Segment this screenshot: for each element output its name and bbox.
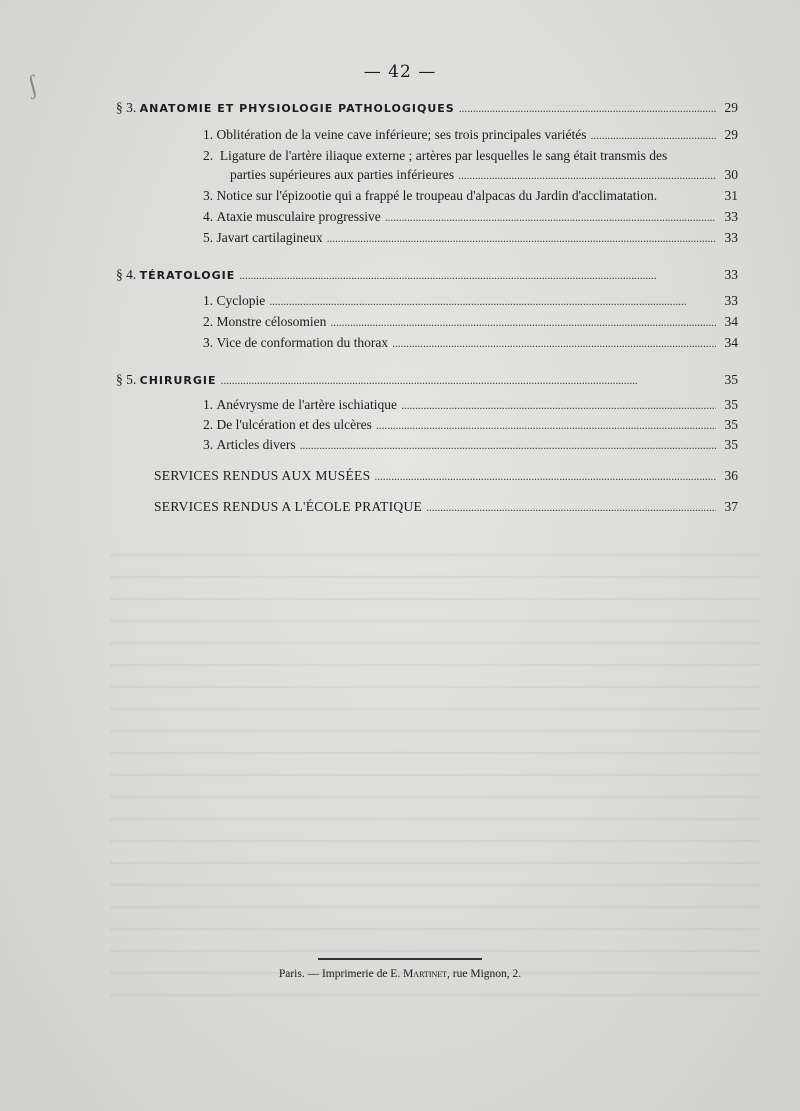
entry-number: 1. — [203, 293, 214, 308]
toc-entry — [203, 187, 738, 205]
entry-number: 2. — [203, 148, 214, 163]
entry-title: Cyclopie — [216, 293, 266, 308]
toc-entry — [203, 147, 667, 165]
entry-page: 34 — [724, 335, 738, 350]
entry-title: Monstre célosomien — [216, 314, 327, 329]
imprint-rule — [318, 958, 482, 960]
entry-page: 37 — [724, 499, 738, 514]
section-3-page: 29 — [724, 100, 738, 115]
toc-entry — [203, 436, 738, 454]
leader-dots — [392, 334, 716, 352]
section-4-title: TÉRATOLOGIE — [139, 269, 236, 282]
entry-title: SERVICES RENDUS AUX MUSÉES — [154, 468, 371, 483]
leader-dots — [590, 126, 716, 144]
section-5-label: § 5. — [116, 372, 137, 387]
toc-entry — [203, 396, 738, 414]
leader-dots — [459, 99, 716, 117]
entry-page: 29 — [724, 127, 738, 142]
entry-title: Ataxie musculaire progressive — [216, 209, 381, 224]
entry-title: Javart cartilagineux — [216, 230, 323, 245]
entry-number: 1. — [203, 127, 214, 142]
pencil-mark: ʃ — [24, 69, 41, 100]
section-5-heading — [116, 371, 738, 390]
leader-dots — [458, 166, 716, 184]
imprint-printer: Martinet — [403, 968, 448, 980]
entry-number: 2. — [203, 417, 214, 432]
leader-dots — [269, 292, 716, 310]
entry-title: Vice de conformation du thorax — [216, 335, 389, 350]
leader-dots — [374, 467, 716, 485]
entry-number: 3. — [203, 437, 214, 452]
entry-page: 36 — [724, 468, 738, 483]
entry-number: 3. — [203, 188, 214, 203]
section-4-label: § 4. — [116, 267, 137, 282]
leader-dots — [376, 416, 716, 434]
section-5-title: CHIRURGIE — [139, 374, 217, 387]
toc-entry — [203, 126, 738, 144]
section-3-title: ANATOMIE ET PHYSIOLOGIE PATHOLOGIQUES — [139, 102, 455, 115]
imprint-suffix: , rue Mignon, 2. — [447, 968, 522, 980]
section-5-page: 35 — [724, 372, 738, 387]
leader-dots — [327, 229, 716, 247]
entry-title: Ligature de l'artère iliaque externe ; artères par lesquelles le sang était transmis des — [219, 148, 668, 163]
entry-page: 33 — [724, 293, 738, 308]
entry-page: 35 — [724, 397, 738, 412]
entry-title-continued: parties supérieures aux parties inférieures — [230, 167, 455, 182]
section-4-page: 33 — [724, 267, 738, 282]
entry-page: 35 — [724, 437, 738, 452]
leader-dots — [385, 208, 716, 226]
entry-page: 31 — [724, 188, 738, 203]
leader-dots — [300, 436, 716, 454]
leader-dots — [401, 396, 716, 414]
toc-entry-continuation — [230, 166, 738, 184]
show-through-text — [110, 540, 760, 1000]
toc-entry-services-museums — [154, 467, 738, 485]
leader-dots — [426, 498, 716, 516]
entry-page: 35 — [724, 417, 738, 432]
toc-entry — [203, 229, 738, 247]
entry-number: 2. — [203, 314, 214, 329]
entry-page: 34 — [724, 314, 738, 329]
entry-title: SERVICES RENDUS A L'ÉCOLE PRATIQUE — [154, 499, 423, 514]
leader-dots — [239, 266, 716, 284]
entry-number: 1. — [203, 397, 214, 412]
leader-dots — [330, 313, 716, 331]
entry-title: De l'ulcération et des ulcères — [216, 417, 372, 432]
section-4-heading — [116, 266, 738, 285]
toc-entry — [203, 292, 738, 310]
imprint — [0, 968, 800, 980]
section-3-heading — [116, 99, 738, 118]
entry-page: 33 — [724, 230, 738, 245]
toc-entry — [203, 208, 738, 226]
entry-number: 4. — [203, 209, 214, 224]
page-number: — 42 — — [363, 62, 437, 82]
toc-entry — [203, 313, 738, 331]
entry-title: Oblitération de la veine cave inférieure; ses trois principales variétés — [216, 127, 587, 142]
entry-number: 5. — [203, 230, 214, 245]
entry-number: 3. — [203, 335, 214, 350]
entry-title: Notice sur l'épizootie qui a frappé le troupeau d'alpacas du Jardin d'acclimatation. — [216, 188, 658, 203]
imprint-prefix: Paris. — Imprimerie de E. — [278, 968, 401, 980]
toc-entry — [203, 416, 738, 434]
entry-page: 33 — [724, 209, 738, 224]
section-3-label: § 3. — [116, 100, 137, 115]
entry-page: 30 — [724, 167, 738, 182]
toc-entry-services-school — [154, 498, 738, 516]
entry-title: Articles divers — [216, 437, 296, 452]
leader-dots — [221, 371, 716, 389]
entry-title: Anévrysme de l'artère ischiatique — [216, 397, 397, 412]
toc-entry — [203, 334, 738, 352]
